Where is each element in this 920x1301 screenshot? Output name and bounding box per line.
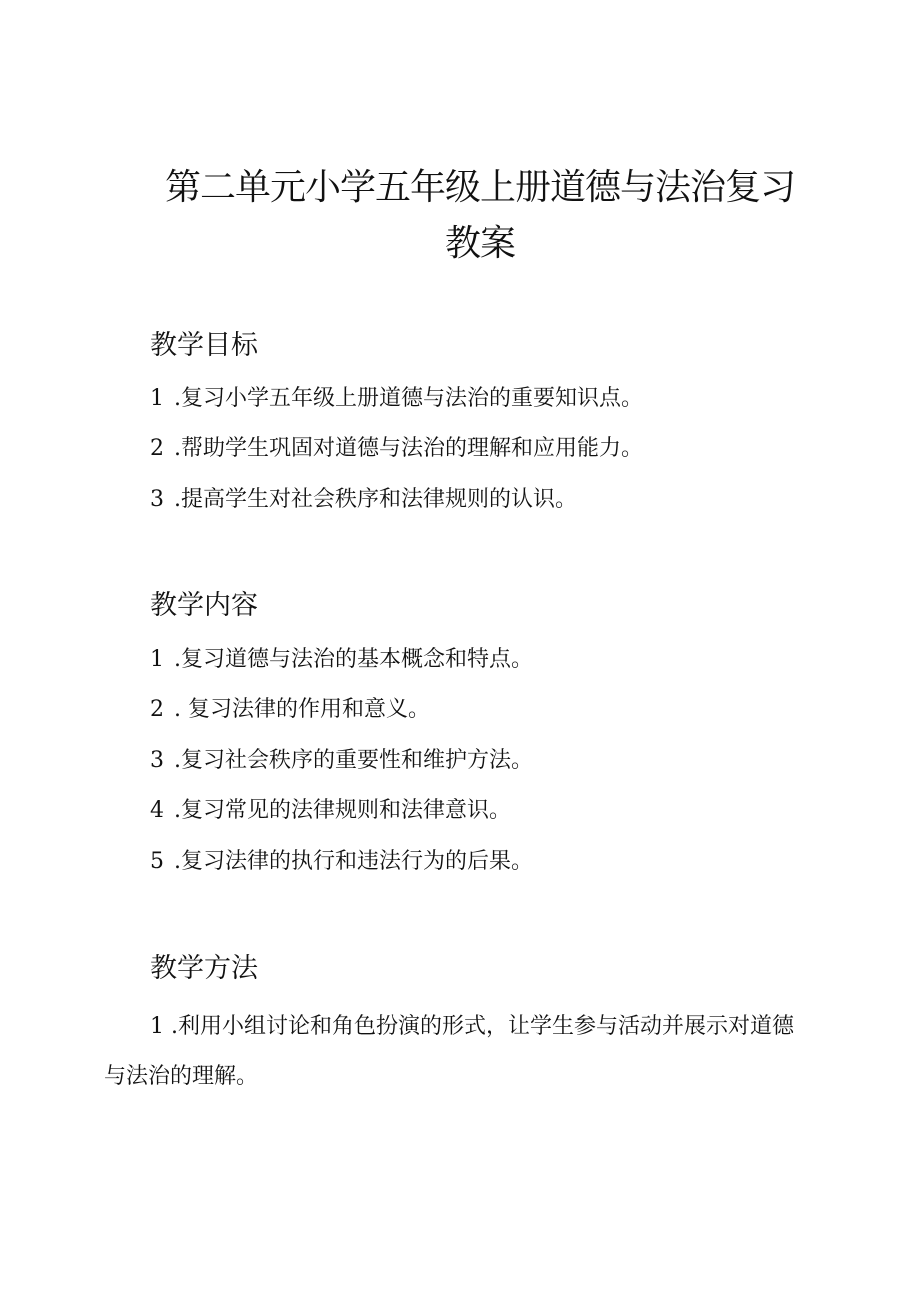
list-item-number: 1 — [150, 386, 164, 411]
section-heading-objectives: 教学目标 — [150, 330, 258, 361]
paragraph: 1 .利用小组讨论和角色扮演的形式，让学生参与活动并展示对道德与法治的理解。 — [104, 1014, 794, 1089]
list-item — [150, 485, 577, 515]
list-item-text: .提高学生对社会秩序和法律规则的认识。 — [174, 487, 577, 512]
list-item-text: .复习常见的法律规则和法律意识。 — [174, 798, 511, 823]
list-item — [150, 796, 511, 826]
list-item-number: 1 — [150, 647, 164, 672]
list-item-number: 4 — [150, 798, 164, 823]
list-item-text: .帮助学生巩固对道德与法治的理解和应用能力。 — [174, 436, 643, 461]
section-heading-content: 教学内容 — [150, 590, 258, 621]
section-heading-methods: 教学方法 — [150, 953, 258, 984]
list-item-text: .复习社会秩序的重要性和维护方法。 — [174, 748, 533, 773]
list-item-number: 5 — [150, 849, 164, 874]
list-item-text: .复习小学五年级上册道德与法治的重要知识点。 — [174, 386, 643, 411]
list-item-text: .复习道德与法治的基本概念和特点。 — [174, 647, 533, 672]
list-item — [150, 434, 643, 464]
list-item-number: 3 — [150, 748, 164, 773]
list-item-text: . 复习法律的作用和意义。 — [174, 697, 430, 722]
list-item — [150, 847, 533, 877]
list-item-text: .复习法律的执行和违法行为的后果。 — [174, 849, 533, 874]
list-item-number: 2 — [150, 697, 164, 722]
page-title: 第二单元小学五年级上册道德与法治复习教案 — [164, 167, 795, 264]
list-item — [150, 384, 643, 414]
list-item — [150, 695, 430, 725]
list-item — [150, 746, 533, 776]
list-item-number: 2 — [150, 436, 164, 461]
list-item-number: 3 — [150, 487, 164, 512]
list-item — [150, 645, 533, 675]
